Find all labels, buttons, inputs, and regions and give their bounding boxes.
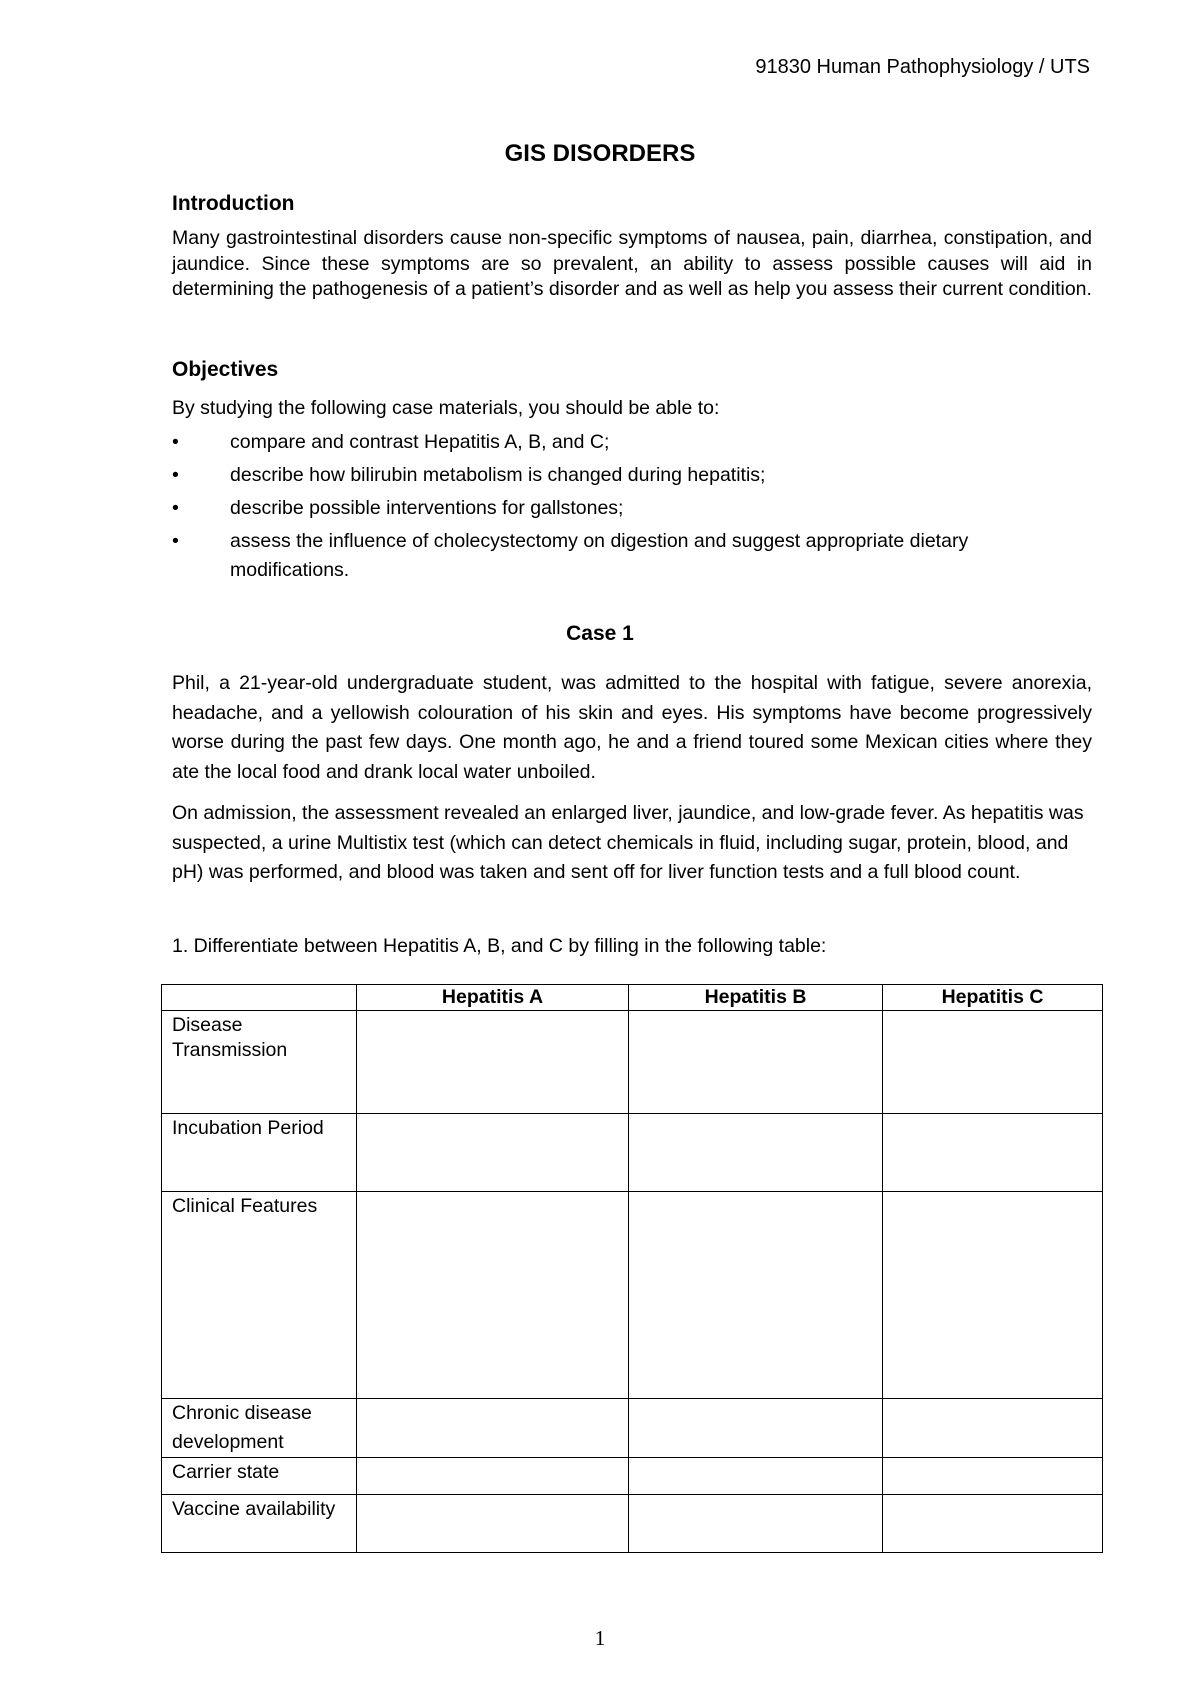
answer-cell[interactable] <box>883 1399 1103 1458</box>
answer-cell[interactable] <box>629 1399 883 1458</box>
answer-cell[interactable] <box>357 1114 629 1192</box>
answer-cell[interactable] <box>883 1458 1103 1495</box>
list-item: • assess the influence of cholecystectomy on digestion and suggest appropriate dietary modifications. <box>172 527 1092 585</box>
answer-cell[interactable] <box>357 1192 629 1399</box>
case-heading: Case 1 <box>566 622 634 645</box>
answer-cell[interactable] <box>629 1114 883 1192</box>
answer-cell[interactable] <box>357 1399 629 1458</box>
case-paragraph-2: On admission, the assessment revealed an enlarged liver, jaundice, and low-grade fever. As hepatitis was suspected, a urine Multistix test (which can detect chemicals in fluid, including sugar, protein, blood, and pH) was performed, and blood was taken and sent off for liver function tests and a full blood count. <box>172 802 1084 883</box>
case-paragraph-1: Phil, a 21-year-old undergraduate student, was admitted to the hospital with fatigue, severe anorexia, headache, and a yellowish colouration of his skin and eyes. His symptoms have become progressively worse during the past few days. One month ago, he and a friend toured some Mexican cities where they ate the local food and drank local water unboiled. <box>172 672 1092 783</box>
bullet-icon: • <box>172 464 179 486</box>
bullet-icon: • <box>172 530 179 552</box>
page-header: 91830 Human Pathophysiology / UTS <box>755 56 1090 78</box>
list-item: • compare and contrast Hepatitis A, B, and C; <box>172 428 1092 457</box>
case-question: 1. Differentiate between Hepatitis A, B, and C by filling in the following table: <box>172 935 827 957</box>
answer-cell[interactable] <box>357 1458 629 1495</box>
table-row <box>162 1458 1103 1495</box>
table-header-cell: Hepatitis C <box>883 985 1103 1011</box>
objectives-lead: By studying the following case materials, you should be able to: <box>172 397 720 419</box>
introduction-text: Many gastrointestinal disorders cause non-specific symptoms of nausea, pain, diarrhea, constipation, and jaundice. Since these symptoms are so prevalent, an ability to assess possible causes will aid in determining the pathogenesis of a patient’s disorder and as well as help you assess their current condition. <box>172 227 1092 300</box>
row-label: Chronic disease development <box>162 1399 357 1458</box>
objectives-heading: Objectives <box>172 358 279 381</box>
table-row <box>162 1011 1103 1114</box>
row-label: Vaccine availability <box>162 1495 357 1553</box>
objectives-list <box>172 428 1092 589</box>
answer-cell[interactable] <box>357 1011 629 1114</box>
table-header-cell: Hepatitis A <box>357 985 629 1011</box>
table-header-cell <box>162 985 357 1011</box>
answer-cell[interactable] <box>883 1495 1103 1553</box>
answer-cell[interactable] <box>629 1458 883 1495</box>
answer-cell[interactable] <box>357 1495 629 1553</box>
row-label: Clinical Features <box>162 1192 357 1399</box>
list-item: • describe how bilirubin metabolism is changed during hepatitis; <box>172 461 1092 490</box>
row-label: Disease Transmission <box>162 1011 357 1114</box>
answer-cell[interactable] <box>629 1011 883 1114</box>
answer-cell[interactable] <box>629 1192 883 1399</box>
page-number: 1 <box>594 1626 606 1650</box>
table-row <box>162 1399 1103 1458</box>
answer-cell[interactable] <box>883 1011 1103 1114</box>
table-row <box>162 1114 1103 1192</box>
list-item: • describe possible interventions for gallstones; <box>172 494 1092 523</box>
row-label: Carrier state <box>162 1458 357 1495</box>
answer-cell[interactable] <box>629 1495 883 1553</box>
row-label: Incubation Period <box>162 1114 357 1192</box>
table-row <box>162 1192 1103 1399</box>
answer-cell[interactable] <box>883 1192 1103 1399</box>
page-title: GIS DISORDERS <box>504 140 696 167</box>
table-header-cell: Hepatitis B <box>629 985 883 1011</box>
bullet-icon: • <box>172 431 179 453</box>
bullet-icon: • <box>172 497 179 519</box>
hepatitis-table <box>161 984 1103 1553</box>
introduction-heading: Introduction <box>172 192 295 215</box>
table-header-row <box>162 985 1103 1011</box>
answer-cell[interactable] <box>883 1114 1103 1192</box>
table-row <box>162 1495 1103 1553</box>
